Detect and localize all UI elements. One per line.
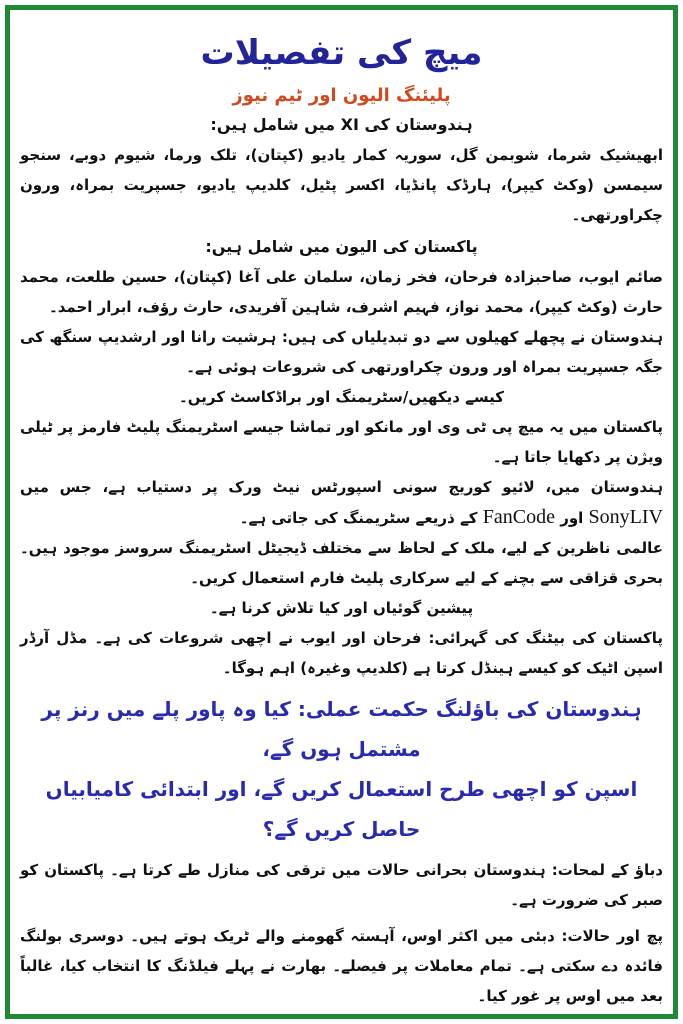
india-broadcast-text: ہندوستان میں، لائیو کوریج سونی اسپورٹس نیٹ ورک پر دستیاب ہے، جس میں	[20, 478, 663, 496]
prediction-heading: پیشین گوئیاں اور کیا تلاش کرنا ہے۔	[209, 599, 474, 617]
pitch-conditions: پچ اور حالات: دبئی میں اکثر اوس، آہستہ گھومنے والے ٹریک ہوتے ہیں۔ دوسری بولنگ فائدہ دے سکتی ہے۔ تمام معاملات پر فیصلے۔ بھارت نے پہلے فیلڈنگ کا انتخاب کیا، غالباً بعد میں اوس پر غور کیا۔	[20, 927, 663, 1005]
pakistan-xi-heading: پاکستان کی الیون میں شامل ہیں:	[205, 237, 478, 256]
section-subtitle: پلیئنگ الیون اور ٹیم نیوز	[232, 85, 451, 106]
pressure-moments: دباؤ کے لمحات: ہندوستان بحرانی حالات میں ترقی کی منازل طے کرتا ہے۔ پاکستان کو صبر کی ضرورت ہے۔	[20, 861, 663, 909]
page-frame	[5, 5, 678, 1019]
article-content	[20, 10, 663, 1014]
bowling-strategy-question	[20, 689, 663, 849]
global-viewers: عالمی ناظرین کے لیے، ملک کے لحاظ سے مختلف ڈیجیٹل اسٹریمنگ سروسز موجود ہیں۔ بحری قزاقی سے بچنے کے لیے سرکاری پلیٹ فارم استعمال کریں۔	[20, 539, 663, 587]
india-broadcast	[20, 472, 663, 533]
pakistan-players: صائم ایوب، صاحبزادہ فرحان، فخر زمان، سلمان علی آغا (کپتان)، حسین طلعت، محمد حارث (وکٹ کیپر)، محمد نواز، فہیم اشرف، شاہین آفریدی، حارث رؤف، ابرار احمد۔	[20, 268, 663, 316]
watch-heading: کیسے دیکھیں/سٹریمنگ اور براڈکاسٹ کریں۔	[178, 388, 505, 406]
pakistan-broadcast: پاکستان میں یہ میچ پی ٹی وی اور مانکو اور تماشا جیسے اسٹریمنگ پلیٹ فارمز پر ٹیلی ویژن پر دکھایا جاتا ہے۔	[20, 418, 663, 466]
india-players: ابھیشیک شرما، شوبمن گل، سوریہ کمار یادیو (کپتان)، تلک ورما، شیوم دوبے، سنجو سیمسن (وکٹ کیپر)، ہارڈک پانڈیا، اکسر پٹیل، کلدیپ یادیو، جسپریت بمراہ، ورون چکراورتھی۔	[20, 146, 663, 224]
and-text: اور	[560, 509, 584, 527]
india-changes: ہندوستان نے پچھلے کھیلوں سے دو تبدیلیاں کی ہیں: ہرشیت رانا اور ارشدیپ سنگھ کی جگہ جسپریت بمراہ اور ورون چکراورتھی کی شروعات ہوئی ہے۔	[20, 328, 663, 376]
fancode-link: FanCode	[482, 506, 555, 528]
sonyliv-link: SonyLIV	[588, 506, 663, 528]
bowling-question-line-2: اسپن کو اچھی طرح استعمال کریں گے، اور ابتدائی کامیابیاں حاصل کریں گے؟	[45, 777, 638, 841]
batting-depth: پاکستان کی بیٹنگ کی گہرائی: فرحان اور ایوب نے اچھی شروعات کی ہے۔ مڈل آرڈر اسپن اٹیک کو کیسے ہینڈل کرتا ہے (کلدیپ وغیرہ) اہم ہوگا۔	[20, 629, 663, 677]
page-title: میچ کی تفصیلات	[200, 33, 483, 73]
bowling-question-line-1: ہندوستان کی باؤلنگ حکمت عملی: کیا وہ پاور پلے میں رنز پر مشتمل ہوں گے،	[41, 697, 642, 761]
india-broadcast-text-2: کے ذریعے سٹریمنگ کی جاتی ہے۔	[239, 509, 478, 527]
india-xi-heading: ہندوستان کی XI میں شامل ہیں:	[210, 115, 473, 134]
